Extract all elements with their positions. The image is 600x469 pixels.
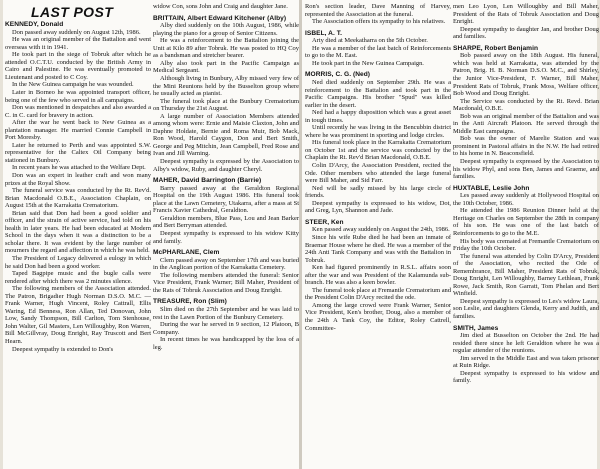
obituary-paragraph: Deepest sympathy is expressed by the Association to his widow Phyl, and sons Ben, James and Graeme, and families. — [453, 157, 599, 181]
column-3 — [305, 3, 451, 465]
obituary-paragraph: Clem passed away on September 17th and was buried in the Anglican portion of the Karrakatta Cemetery. — [153, 256, 299, 272]
obituary-paragraph: Bob was an original member of the Battalion and was in the Anti Aircraft Platoon. He served through the Middle East campaigns. — [453, 112, 599, 135]
obituary-paragraph: He attended the 1986 Reunion Dinner held at the Heritage on Charles on September the 28th in company of his son. He was one of the last batch of Reinforcements to go to the M.E. — [453, 207, 599, 237]
obituary-paragraph: He was an original member of the Battalion and went overseas with it in 1941. — [5, 36, 151, 51]
obituary-paragraph: Deepest sympathy is expressed to his widow Kitty and family. — [153, 229, 299, 245]
obituary-paragraph: Deepest sympathy to daughter Jan, and brother Doug and families. — [453, 25, 599, 41]
obituary-paragraph: In the New Guinea campaign he was wounded. — [12, 81, 134, 89]
obituary-paragraph: Slim died on the 27th September and he was laid to rest in the Lawn Portion of the Bunbury Cemetery. — [153, 305, 299, 321]
obituary-paragraph: The following members attended the funeral: Senior Vice President, Frank Warner; Bill Maher, President of the Rats of Tobruk Association and Doug Enright. — [153, 271, 299, 294]
obituary-paragraph: Later he returned to Perth and was appointed S.W. representative for the Caltex Oil Company being stationed in Bunbury. — [5, 141, 151, 164]
obituary-paragraph: The funeral was attended by Colin D'Arcy, President of the Association, who recited the Ode of Remembrance, Bill Maher, President Rats of Tobruk, Doug Enright, Len Willoughby, Barney Lethlean, Frank Rowe, Jack Smith, Ron Garratt, Tom Phelan and Bert Winfield. — [453, 252, 599, 298]
obituary-paragraph: Jim served in the Middle East and was taken prisoner at Ruin Ridge. — [453, 354, 599, 370]
obituary-paragraph: He was a reinforcement to the Battalion joining the Unit at Kilo 89 after Tobruk. He was posted to HQ Coy as a bandsman and stretcher bearer. — [153, 37, 299, 60]
obituary-paragraph: Bob passed away on the 18th August. His funeral, which was held at Karrakatta, was attended by the Patron, Brig. H. B. Norman D.S.O. M.C., and Shirley, the Junior Vice-President, F. Warner, Bill Maher, President Rats of Tobruk, Frank Moss, Welfare officer, Bob Wood and Doug Enright. — [453, 52, 599, 98]
column-1 — [5, 3, 151, 465]
obituary-paragraph: Jim died at Busselton on October the 2nd. He had resided there since he left Geraldton where he was a regular attender of the reunions. — [453, 332, 599, 355]
obituary-paragraph: Alby died suddenly on the 10th August, 1986, while playing the piano for a group of Senior Citizens. — [153, 22, 299, 37]
obituary-paragraph: Ken had figured prominently in R.S.L. affairs soon after the war and was President of the Kalamunda sub-branch. He was also a keen bowler. — [305, 264, 451, 287]
obituary-paragraph: Although living in Bunbury, Alby missed very few of the Mini Reunions held by the Busselton group where he usually acted as pianist. — [153, 74, 299, 98]
column-2 — [153, 3, 299, 465]
obituary-paragraph: Deepest sympathy is expressed to his widow, Dot, and Greg, Lyn, Shannon and Jade. — [305, 199, 451, 215]
obituary-paragraph: After the war he went back to New Guinea as a plantation manager. He married Connie Campbell in Port Moresby. — [5, 119, 151, 142]
obituary-name-heading: HUXTABLE, Leslie John — [453, 184, 530, 192]
obituary-paragraph: The funeral service was conducted by the Rt. Rev'd. Brian Macdonald O.B.E., Association Chaplain, on August 15th at the Karrakatta Crematorium. — [5, 187, 151, 210]
obituary-paragraph: Don was an expert in leather craft and won many prizes at the Royal Show. — [5, 171, 151, 187]
obituary-paragraph: Ron's section leader, Dave Manning of Harvey, represented the Association at the funeral. — [305, 3, 451, 18]
obituary-name-heading: ISBEL, A. T. — [305, 29, 342, 37]
obituary-name-heading: BRITTAIN, Albert Edward Kitchener (Alby) — [153, 14, 287, 22]
obituary-name-heading: MAHER, David Barrington (Barrie) — [153, 177, 262, 185]
obituary-paragraph: Les passed away suddenly at Hollywood Hospital on the 10th October, 1986. — [453, 192, 599, 207]
left-page-edge — [0, 0, 3, 469]
obituary-paragraph: Don passed away suddenly on August 12th, 1986. — [12, 28, 141, 36]
obituary-name-heading: MORRIS, C. G. (Ned) — [305, 71, 371, 79]
obituary-paragraph: Ned had a happy disposition which was a great asset in tough times. — [305, 109, 451, 124]
obituary-paragraph: Later in Borneo he was appointed transport officer, being one of the few who served in all campaigns. — [5, 88, 151, 104]
obituary-paragraph: Arty died at Meekatharra on the 5th October. — [312, 37, 428, 45]
obituary-paragraph: Deepest sympathy is expressed by the Association to Alby's widow, Ruby, and daughter Cheryl. — [153, 157, 299, 173]
column-4 — [453, 3, 599, 465]
obituary-paragraph: Colin D'Arcy, the Association President, recited the Ode. Other members who attended the large funeral were Bill Maher, and Sid Farr. — [305, 162, 451, 185]
obituary-paragraph: The funeral took place at Fremantle Crematorium and the President Colin D'Arcy recited the ode. — [305, 286, 451, 302]
obituary-paragraph: Bob was the owner of Marelie Station and was prominent in Pastoral affairs in the N.W. He had retired to his home in N. Beaconsfield. — [453, 135, 599, 158]
obituary-paragraph: The following members of the Association attended. The Patron, Brigadier Hugh Norman D.S.O. M.C. — Frank Warner, Hugh Vincent, Roley Cattrall, Ellis Waring, Ed Benness, Ron Allan, Ted Donovan, John Low, Sandy Thompson, Bill Carlton, Tom Stenhouse, John Walter, Gil Masters, Len Willoughby, Ron Warren, Bill McGillvray, Doug Enright, Ray Truscott and Bert Hearn. — [5, 285, 151, 346]
obituary-paragraph: During the war he served in 9 section, 12 Platoon, B Company. — [153, 321, 299, 336]
obituary-paragraph: His funeral took place in the Karrakatta Crematorium on October 1st and the service was conducted by the Chaplain the Rt. Rev'd Brian Macdonald, O.B.E. — [305, 139, 451, 162]
obituary-paragraph: In recent times he was handicapped by the loss of a leg. — [153, 336, 299, 351]
obituary-paragraph: The Service was conducted by the Rt. Revd. Brian Macdonald, O.B.E. — [453, 97, 599, 113]
obituary-paragraph: Brian said that Don had been a good soldier and officer, and the strain of active service, had told on his health in later years. He had been educated at Modern School in the days when it was a distinction to be a scholar there. It was evident by the large number of mourners the regard and affection in which he was held. — [5, 209, 151, 255]
obituary-paragraph: Deepest sympathy is expressed to his widow and family. — [453, 369, 599, 385]
obituary-name-heading: SMITH, James — [453, 324, 499, 332]
obituary-name-heading: STEER, Ken — [305, 218, 344, 226]
obituary-paragraph: Ned will be sadly missed by his large circle of friends. — [305, 184, 451, 200]
obituary-paragraph: Alby also took part in the Pacific Campaign as Medical Sergeant. — [153, 59, 299, 75]
obituary-paragraph: In recent years he was attached to the Welfare Dept. — [12, 164, 146, 172]
obituary-paragraph: The President of Legacy delivered a eulogy in which he said Don had been a good worker. — [5, 255, 151, 270]
obituary-paragraph: Geraldton members, Blue Pass, Lou and Jean Barker and Bert Berryman attended. — [153, 214, 299, 230]
obituary-name-heading: SHARPE, Robert Benjamin — [453, 44, 539, 52]
obituary-paragraph: Deepest sympathy is expressed to Les's widow Laura, son Leslie, and daughters Glenda, Kerry and Judith, and families. — [453, 297, 599, 320]
obituary-paragraph: widow Con, sons John and Craig and daughter Jane. — [153, 3, 288, 10]
page-gutter — [299, 0, 302, 469]
obituary-paragraph: Ned died suddenly on September 29th. He was a reinforcement to the Battalion and took part in the Pacific Campaigns. His brother "Spud" was killed earlier in the desert. — [305, 79, 451, 109]
obituary-name-heading: TREASURE, Ron (Slim) — [153, 298, 227, 306]
obituary-paragraph: Until recently he was living in the Bencubbin district where he was prominent in sporting and lodge circles. — [305, 124, 451, 139]
obituary-paragraph: Deepest sympathy is extended to Don's — [12, 345, 114, 353]
obituary-paragraph: A large number of Association Members attended among whom were: Ernie and Maisie Claxton, John and Daphne Holdate, Bernie and Roma Muir, Bob Mack, Ron Wood, Harold Caygon, Don and Bert Smith, George and Peg Mitchin, Jean Campbell, Fred Rose and Ivan and Jill Warning. — [153, 112, 299, 158]
obituary-name-heading: McPHARLANE, Clem — [153, 249, 220, 257]
obituary-paragraph: He took part in the New Guinea Campaign. — [312, 59, 424, 67]
obituary-paragraph: Among the large crowd were Frank Warner, Senior Vice President, Ken's brother, Doug, also a member of the 24th A Tank Coy, the Editor, Roley Cattrell, Committee- — [305, 301, 451, 332]
obituary-paragraph: The Association offers its sympathy to his relatives. — [312, 18, 446, 26]
obituary-paragraph: Don was mentioned in despatches and also awarded a C. in C. card for bravery in action. — [5, 104, 151, 119]
obituary-name-heading: KENNEDY, Donald — [5, 21, 64, 28]
obituary-paragraph: Since his wife Rube died he had been an inmate of Braemar House where he died. He was a member of the 24th Anti Tank Company and was with the Battalion in Tobruk. — [305, 234, 451, 264]
obituary-paragraph: Barry passed away at the Geraldton Regional Hospital on the 19th August 1986. His funeral took place at the Lawn Cemetery, Utakarra, after a mass at St Francis Xavier Cathedral, Geraldton. — [153, 184, 299, 215]
section-title: LAST POST — [31, 4, 114, 20]
obituary-paragraph: men Leo Lyon, Len Willoughby and Bill Maher, President of the Rats of Tobruk Association and Doug Enright. — [453, 3, 599, 26]
obituary-paragraph: His body was cremated at Fremantle Crematorium on Friday the 10th October. — [453, 237, 599, 253]
obituary-paragraph: Ken passed away suddenly on August the 24th, 1986. — [312, 226, 450, 234]
obituary-paragraph: Taped Bagpipe music and the bugle calls were rendered after which there was 2 minutes silence. — [5, 270, 151, 285]
obituary-paragraph: He took part in the siege of Tobruk after which he attended O.C.T.U. conducted by the British Army in Cairo and Palestine. He was eventually promoted to Lieutenant and posted to C Coy. — [5, 51, 151, 81]
obituary-paragraph: He was a member of the last batch of Reinforcements to go to the M. East. — [305, 44, 451, 60]
obituary-paragraph: The funeral took place at the Bunbury Crematorium on Thursday the 21st August. — [153, 97, 299, 113]
